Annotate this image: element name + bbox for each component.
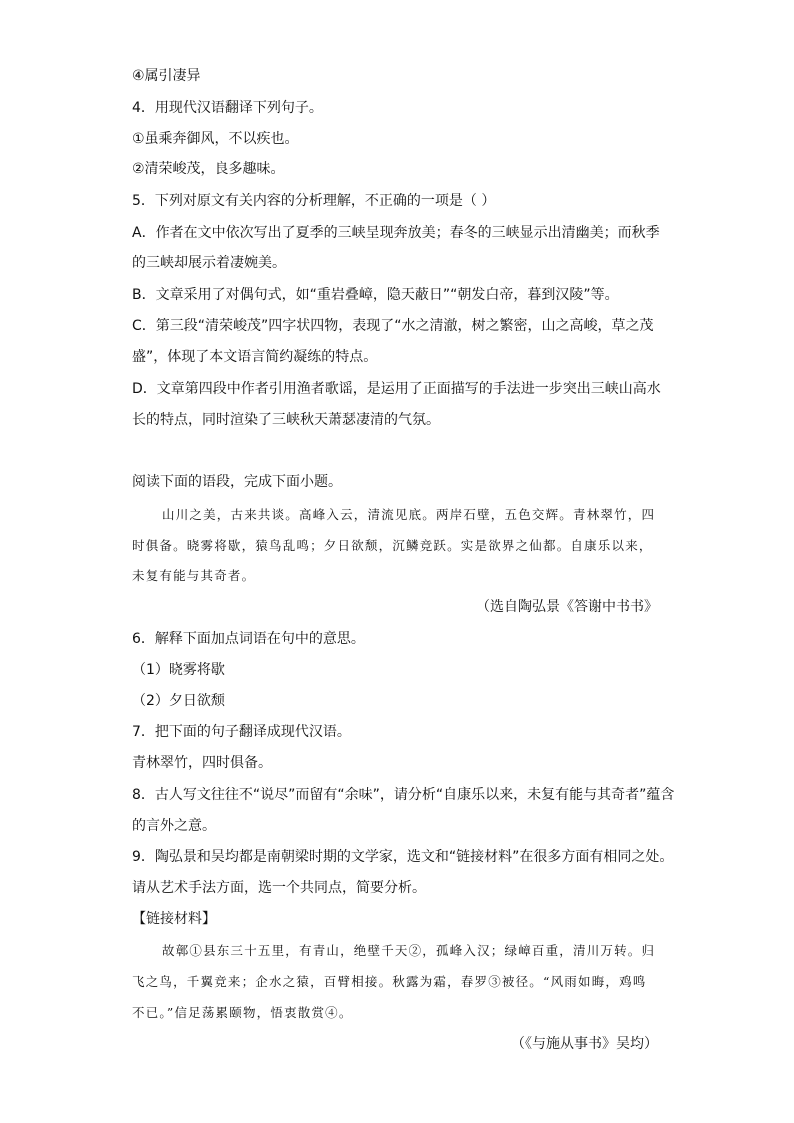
passage-line-3: 未复有能与其奇者。 <box>132 568 256 583</box>
link-passage-line-1: 故鄣①县东三十五里，有青山，绝壁千天②，孤峰入汉；绿嶂百重，清川万转。归 <box>162 943 656 958</box>
q6-item-1: （1）晓雾将歇 <box>132 662 225 678</box>
q6-item-2: （2）夕日欲颓 <box>132 693 225 709</box>
passage-source: （选自陶弘景《答谢中书书》 <box>476 599 658 615</box>
q5-option-a-line2: 的三峡却展示着凄婉美。 <box>132 255 286 271</box>
q5-option-c-line2: 盛”，体现了本文语言简约凝练的特点。 <box>132 349 378 365</box>
passage-line-1: 山川之美，古来共谈。高峰入云，清流见底。两岸石壁，五色交辉。青林翠竹，四 <box>162 507 656 522</box>
q8-line-1: 8．古人写文往往不“说尽”而留有“余味”，请分析“自康乐以来，未复有能与其奇者”蕴含 <box>132 787 675 803</box>
q7-stem: 7．把下面的句子翻译成现代汉语。 <box>132 724 351 740</box>
link-material-title: 【链接材料】 <box>132 911 216 927</box>
q7-sentence: 青林翠竹，四时俱备。 <box>132 755 272 771</box>
passage-line-2: 时俱备。晓雾将歇，猿鸟乱鸣；夕日欲颓，沉鳞竞跃。实是欲界之仙都。自康乐以来， <box>132 538 653 553</box>
q5-option-c-line1: C．第三段“清荣峻茂”四字状四物，表现了“水之清澈，树之繁密，山之高峻，草之茂 <box>132 318 654 334</box>
q6-stem: 6．解释下面加点词语在句中的意思。 <box>132 631 365 647</box>
q8-line-2: 的言外之意。 <box>132 818 216 834</box>
link-passage-line-2: 飞之鸟，千翼竞来；企水之猿，百臂相接。秋露为霜，春罗③被径。“风雨如晦，鸡鸣 <box>132 974 647 989</box>
q9-line-1: 9．陶弘景和吴均都是南朝梁时期的文学家，选文和“链接材料”在很多方面有相同之处。 <box>132 849 674 865</box>
section2-intro: 阅读下面的语段，完成下面小题。 <box>132 474 342 490</box>
q5-stem: 5．下列对原文有关内容的分析理解，不正确的一项是（ ） <box>132 193 496 209</box>
q5-option-d-line2: 长的特点，同时渲染了三峡秋天萧瑟凄清的气氛。 <box>132 412 440 428</box>
q4-stem: 4．用现代汉语翻译下列句子。 <box>132 100 323 116</box>
q4-sentence-2: ②清荣峻茂，良多趣味。 <box>132 161 285 177</box>
q9-line-2: 请从艺术手法方面，选一个共同点，简要分析。 <box>132 880 426 896</box>
q5-option-a-line1: A．作者在文中依次写出了夏季的三峡呈现奔放美；春冬的三峡显示出清幽美；而秋季 <box>132 225 660 241</box>
q3-item-4: ④属引凄异 <box>132 68 201 84</box>
q5-option-b: B．文章采用了对偶句式，如“重岩叠嶂，隐天蔽日”“朝发白帝，暮到汉陵”等。 <box>132 287 619 303</box>
link-passage-line-3: 不已。”信足荡累颐物，悟衷散赏④。 <box>132 1005 353 1020</box>
link-source: （《与施从事书》吴均） <box>511 1036 658 1052</box>
q5-option-d-line1: D．文章第四段中作者引用渔者歌谣，是运用了正面描写的手法进一步突出三峡山高水 <box>132 381 661 397</box>
q4-sentence-1: ①虽乘奔御风，不以疾也。 <box>132 131 299 147</box>
